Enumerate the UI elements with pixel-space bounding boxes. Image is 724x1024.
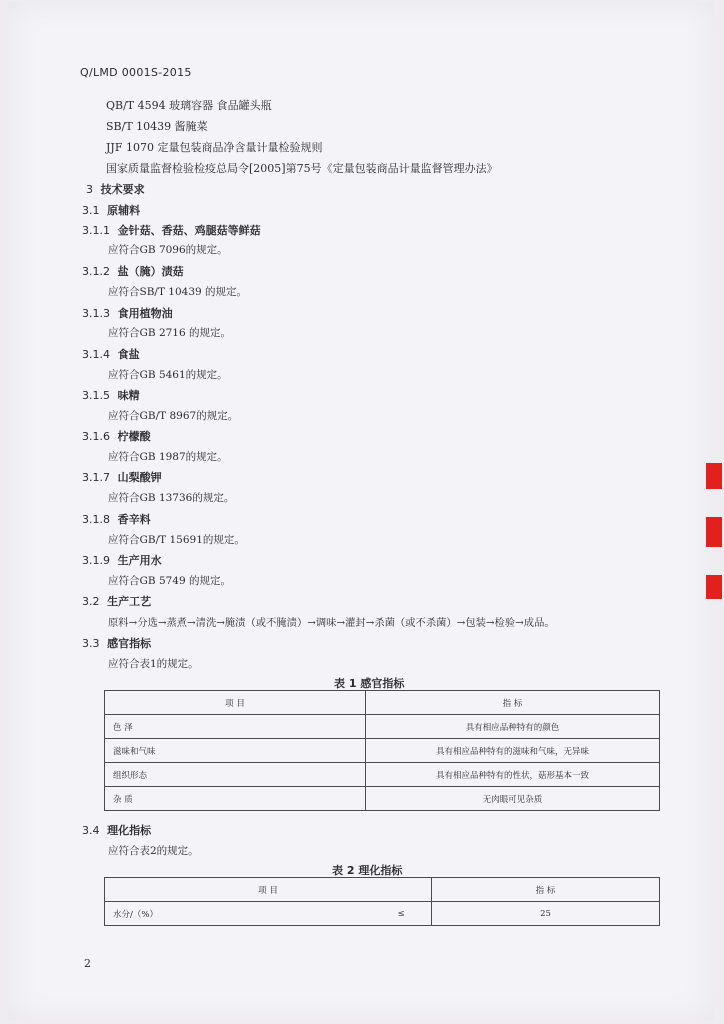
table-header: 项 目 [105,878,432,902]
page-number: 2 [84,957,91,970]
table-row [105,739,660,763]
table1-caption: 表 1 感官指标 [334,677,405,690]
table-row [105,787,660,811]
section-3-3-text: 应符合表1的规定。 [108,658,199,670]
table-row [105,715,660,739]
reference-line: QB/T 4594 玻璃容器 食品罐头瓶 [106,99,272,112]
section-number: 3 [86,183,93,196]
table-cell: 25 [432,902,660,926]
section-3-4-text: 应符合表2的规定。 [108,845,199,857]
item-text: 应符合GB 7096的规定。 [108,244,228,256]
table-header: 项 目 [105,691,366,715]
table-header-row [105,691,660,715]
table-cell: 具有相应品种特有的滋味和气味，无异味 [366,739,660,763]
table-cell: 具有相应品种特有的性状，菇形基本一致 [366,763,660,787]
item-text: 应符合GB 13736的规定。 [108,492,235,504]
reference-line: SB/T 10439 酱腌菜 [106,120,208,133]
table2-physicochemical [104,877,660,926]
table-row [105,763,660,787]
section-3-4-heading: 3.4 理化指标 [82,824,152,837]
table-cell: 水分/（%） [105,902,372,926]
table-cell: 滋味和气味 [105,739,366,763]
table-cell: 色 泽 [105,715,366,739]
item-text: 应符合GB 1987的规定。 [108,451,228,463]
table-header: 指 标 [366,691,660,715]
table-row [105,902,660,926]
table-cell: 无肉眼可见杂质 [366,787,660,811]
reference-line: JJF 1070 定量包装商品净含量计量检验规则 [106,141,323,154]
item-text: 应符合SB/T 10439 的规定。 [108,286,248,298]
table2-caption: 表 2 理化指标 [332,864,403,877]
table-header-row [105,878,660,902]
item-text: 应符合GB/T 15691的规定。 [108,534,245,546]
item-text: 应符合GB 5461的规定。 [108,369,228,381]
table-header: 指 标 [432,878,660,902]
item-heading: 3.1.5 味精 [82,389,140,402]
table-cell: ≤ [371,902,432,926]
item-heading: 3.1.2 盐（腌）渍菇 [82,265,184,278]
standard-code: Q/LMD 0001S-2015 [80,66,192,79]
section-title: 技术要求 [100,183,145,196]
item-heading: 3.1.7 山梨酸钾 [82,471,162,484]
table-cell: 具有相应品种特有的颜色 [366,715,660,739]
reference-line: 国家质量监督检验检疫总局令[2005]第75号《定量包装商品计量监督管理办法》 [106,162,498,175]
process-flow-text: 原料→分选→蒸煮→清洗→腌渍（或不腌渍）→调味→灌封→杀菌（或不杀菌）→包装→检验→成品。 [108,617,555,629]
section-3-1-heading: 3.1 原辅料 [82,204,141,217]
item-heading: 3.1.6 柠檬酸 [82,430,151,443]
item-text: 应符合GB 5749 的规定。 [108,575,232,587]
document-page [8,2,714,1020]
item-heading: 3.1.3 食用植物油 [82,307,173,320]
item-text: 应符合GB 2716 的规定。 [108,327,232,339]
section-3-3-heading: 3.3 感官指标 [82,637,152,650]
item-heading: 3.1.9 生产用水 [82,554,162,567]
table1-sensory [104,690,660,811]
item-text: 应符合GB/T 8967的规定。 [108,410,239,422]
item-heading: 3.1.1 金针菇、香菇、鸡腿菇等鲜菇 [82,224,261,237]
table-cell: 杂 质 [105,787,366,811]
item-heading: 3.1.4 食盐 [82,348,140,361]
item-heading: 3.1.8 香辛料 [82,513,151,526]
section-3-heading [86,181,145,197]
red-seal-stamp [702,455,724,615]
section-3-2-heading: 3.2 生产工艺 [82,595,152,608]
table-cell: 组织形态 [105,763,366,787]
